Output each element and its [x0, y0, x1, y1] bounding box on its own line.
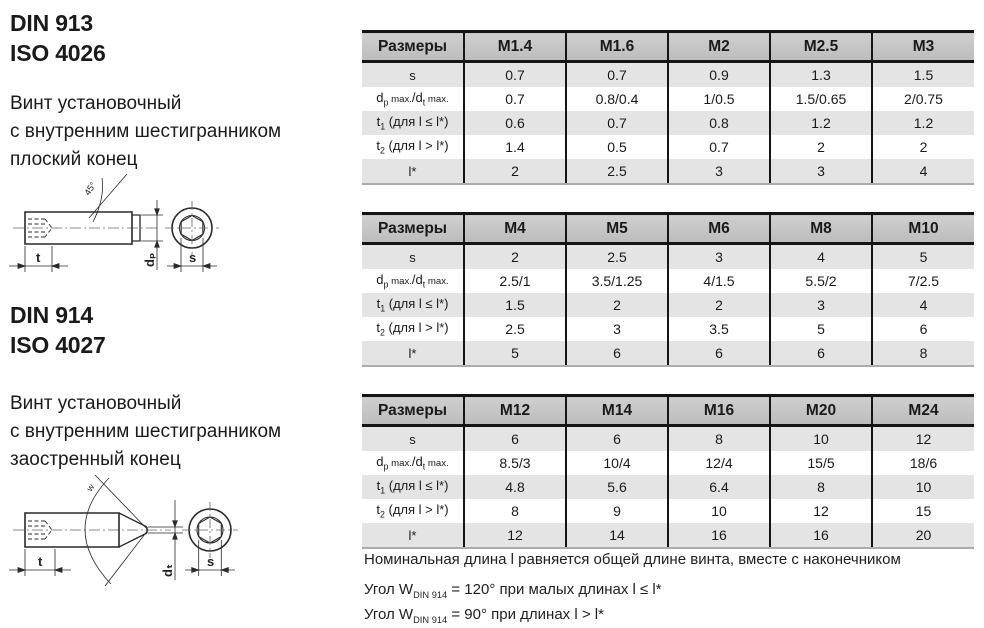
- table-cell: 8: [770, 475, 872, 499]
- table-cell: 0.5: [566, 135, 668, 159]
- table-row: [362, 451, 974, 475]
- table-cell: 12: [872, 426, 974, 452]
- table-cell: 12/4: [668, 451, 770, 475]
- table-cell: 3: [668, 159, 770, 184]
- column-header: M16: [668, 396, 770, 426]
- table-cell: 5: [770, 317, 872, 341]
- row-label: s: [409, 431, 416, 447]
- standard-din-label: DIN 913: [10, 10, 93, 36]
- table-cell: 7/2.5: [872, 269, 974, 293]
- table-cell: 4: [872, 159, 974, 184]
- column-header: M1.6: [566, 32, 668, 62]
- cone-angle-annotation: [85, 475, 148, 586]
- column-header: M3: [872, 32, 974, 62]
- table-corner-header: Размеры: [362, 32, 464, 62]
- table-cell: 1.3: [770, 62, 872, 88]
- row-label: l*: [362, 523, 464, 548]
- row-label: $t_2$ (для l > l*): [376, 138, 449, 156]
- table-cell: 8: [872, 341, 974, 366]
- column-header: M1.4: [464, 32, 566, 62]
- dim-dt-label: dₜ: [160, 564, 175, 577]
- table-corner-header: Размеры: [362, 396, 464, 426]
- table-cell: 8: [668, 426, 770, 452]
- row-label: $d_p$ $\max./d_t$ max.: [376, 454, 449, 472]
- column-header: M10: [872, 214, 974, 244]
- table-cell: 2.5: [566, 159, 668, 184]
- row-label: l*: [362, 159, 464, 184]
- table-row: [362, 475, 974, 499]
- row-label: $d_p$ $\max./d_t$ max.: [376, 272, 449, 290]
- table-row: [362, 111, 974, 135]
- row-label: s: [409, 249, 416, 265]
- table-cell: 2.5/1: [464, 269, 566, 293]
- table-cell: 0.8: [668, 111, 770, 135]
- screw-end-view: [165, 201, 219, 255]
- table-cell: 6: [668, 341, 770, 366]
- table-corner-header: Размеры: [362, 214, 464, 244]
- table-cell: 3: [668, 244, 770, 270]
- row-label: $d_p$ $\max./d_t$ max.: [376, 90, 449, 108]
- note-angle-90: Угол $W_{DIN 914} = 90^\circ$ при длинах l > l*: [364, 606, 604, 625]
- table-cell: 3.5: [668, 317, 770, 341]
- table-cell: 12: [464, 523, 566, 548]
- table-row: [362, 341, 974, 366]
- table-row: [362, 269, 974, 293]
- description-line: с внутренним шестигранником: [10, 421, 282, 442]
- note-angle-120: Угол $W_{DIN 914} = 120^\circ$ при малых длинах l ≤ l*: [364, 581, 662, 600]
- dim-t-label: t: [38, 554, 43, 569]
- table-cell: 4: [770, 244, 872, 270]
- table-cell: 0.9: [668, 62, 770, 88]
- description-line: с внутренним шестигранником: [10, 121, 282, 142]
- dim-dp-label: dₚ: [142, 252, 157, 267]
- row-label: $t_1$ (для l ≤ l*): [376, 478, 449, 496]
- column-header: M24: [872, 396, 974, 426]
- standard-heading-din913: [10, 8, 106, 68]
- table-row: [362, 523, 974, 548]
- dimension-table-din913: [362, 30, 974, 185]
- description-din913: [10, 90, 281, 174]
- description-din914: [10, 390, 281, 474]
- table-cell: 1.5: [872, 62, 974, 88]
- table-cell: 6: [872, 317, 974, 341]
- table-row: [362, 293, 974, 317]
- table-cell: 0.7: [464, 87, 566, 111]
- table-cell: 10: [770, 426, 872, 452]
- table-cell: 2: [464, 159, 566, 184]
- table-row: [362, 317, 974, 341]
- table-cell: 2: [566, 293, 668, 317]
- row-label: $t_1$ (для l ≤ l*): [376, 296, 449, 314]
- column-header: M2: [668, 32, 770, 62]
- table-row: [362, 62, 974, 88]
- description-line: Винт установочный: [10, 393, 182, 414]
- table-cell: 18/6: [872, 451, 974, 475]
- table-cell: 1.4: [464, 135, 566, 159]
- note-nominal-length: Номинальная длина l равняется общей длине винта, вместе с наконечником: [364, 551, 901, 568]
- table-cell: 2: [770, 135, 872, 159]
- table-cell: 6: [770, 341, 872, 366]
- table-row: [362, 499, 974, 523]
- table-cell: 9: [566, 499, 668, 523]
- table-header-row: [362, 32, 974, 62]
- table-cell: 0.8/0.4: [566, 87, 668, 111]
- standard-iso-label: ISO 4026: [10, 40, 106, 66]
- column-header: M4: [464, 214, 566, 244]
- table-cell: 2.5: [566, 244, 668, 270]
- table-cell: 5: [872, 244, 974, 270]
- table-header-row: [362, 214, 974, 244]
- table-cell: 0.7: [566, 62, 668, 88]
- table-cell: 10/4: [566, 451, 668, 475]
- table-cell: 1.2: [872, 111, 974, 135]
- table-cell: 0.7: [464, 62, 566, 88]
- row-label: $t_1$ (для l ≤ l*): [376, 114, 449, 132]
- table-cell: 14: [566, 523, 668, 548]
- table-row: [362, 159, 974, 184]
- table-cell: 1.2: [770, 111, 872, 135]
- table-cell: 8: [464, 499, 566, 523]
- table-row: [362, 135, 974, 159]
- table-cell: 2.5: [464, 317, 566, 341]
- table-cell: 4/1.5: [668, 269, 770, 293]
- table-cell: 1.5: [464, 293, 566, 317]
- table-cell: 16: [770, 523, 872, 548]
- table-header-row: [362, 396, 974, 426]
- table-cell: 4.8: [464, 475, 566, 499]
- table-cell: 3: [770, 293, 872, 317]
- chamfer-angle-label: 45°: [82, 180, 99, 198]
- table-row: [362, 426, 974, 452]
- row-label: $t_2$ (для l > l*): [376, 320, 449, 338]
- table-cell: 6.4: [668, 475, 770, 499]
- table-cell: 5.6: [566, 475, 668, 499]
- table-cell: 2/0.75: [872, 87, 974, 111]
- table-cell: 5.5/2: [770, 269, 872, 293]
- table-cell: 4: [872, 293, 974, 317]
- dimension-table-large-sizes: [362, 394, 974, 549]
- flat-point-screw-drawing: [5, 170, 240, 286]
- standard-din-label: DIN 914: [10, 302, 93, 328]
- dim-s-label: s: [189, 250, 197, 265]
- table-cell: 6: [464, 426, 566, 452]
- dim-s-label: s: [207, 554, 215, 569]
- table-cell: 0.6: [464, 111, 566, 135]
- table-cell: 15/5: [770, 451, 872, 475]
- column-header: M8: [770, 214, 872, 244]
- table-cell: 10: [872, 475, 974, 499]
- column-header: M5: [566, 214, 668, 244]
- table-cell: 0.7: [668, 135, 770, 159]
- standard-iso-label: ISO 4027: [10, 332, 106, 358]
- screw-end-view: [182, 502, 238, 558]
- table-cell: 12: [770, 499, 872, 523]
- table-cell: 5: [464, 341, 566, 366]
- column-header: M2.5: [770, 32, 872, 62]
- table-cell: 2: [872, 135, 974, 159]
- table-cell: 8.5/3: [464, 451, 566, 475]
- dimension-table-mid-sizes: [362, 212, 974, 367]
- standard-heading-din914: [10, 300, 106, 360]
- table-cell: 1.5/0.65: [770, 87, 872, 111]
- table-cell: 1/0.5: [668, 87, 770, 111]
- table-row: [362, 244, 974, 270]
- dim-t-label: t: [36, 250, 41, 265]
- description-line: Винт установочный: [10, 93, 182, 114]
- column-header: M12: [464, 396, 566, 426]
- description-line: плоский конец: [10, 149, 138, 170]
- chamfer-angle-annotation: [89, 174, 127, 222]
- table-cell: 10: [668, 499, 770, 523]
- table-cell: 6: [566, 426, 668, 452]
- row-label: $t_2$ (для l > l*): [376, 502, 449, 520]
- table-cell: 20: [872, 523, 974, 548]
- column-header: M14: [566, 396, 668, 426]
- table-cell: 3.5/1.25: [566, 269, 668, 293]
- column-header: M20: [770, 396, 872, 426]
- row-label: l*: [362, 341, 464, 366]
- cone-point-screw-drawing: [5, 468, 250, 596]
- table-cell: 3: [770, 159, 872, 184]
- cone-angle-label: w: [84, 482, 97, 494]
- table-cell: 2: [668, 293, 770, 317]
- row-label: s: [409, 67, 416, 83]
- table-row: [362, 87, 974, 111]
- table-cell: 0.7: [566, 111, 668, 135]
- column-header: M6: [668, 214, 770, 244]
- table-cell: 3: [566, 317, 668, 341]
- table-cell: 2: [464, 244, 566, 270]
- table-cell: 16: [668, 523, 770, 548]
- table-cell: 6: [566, 341, 668, 366]
- table-cell: 15: [872, 499, 974, 523]
- description-line: заостренный конец: [10, 449, 181, 470]
